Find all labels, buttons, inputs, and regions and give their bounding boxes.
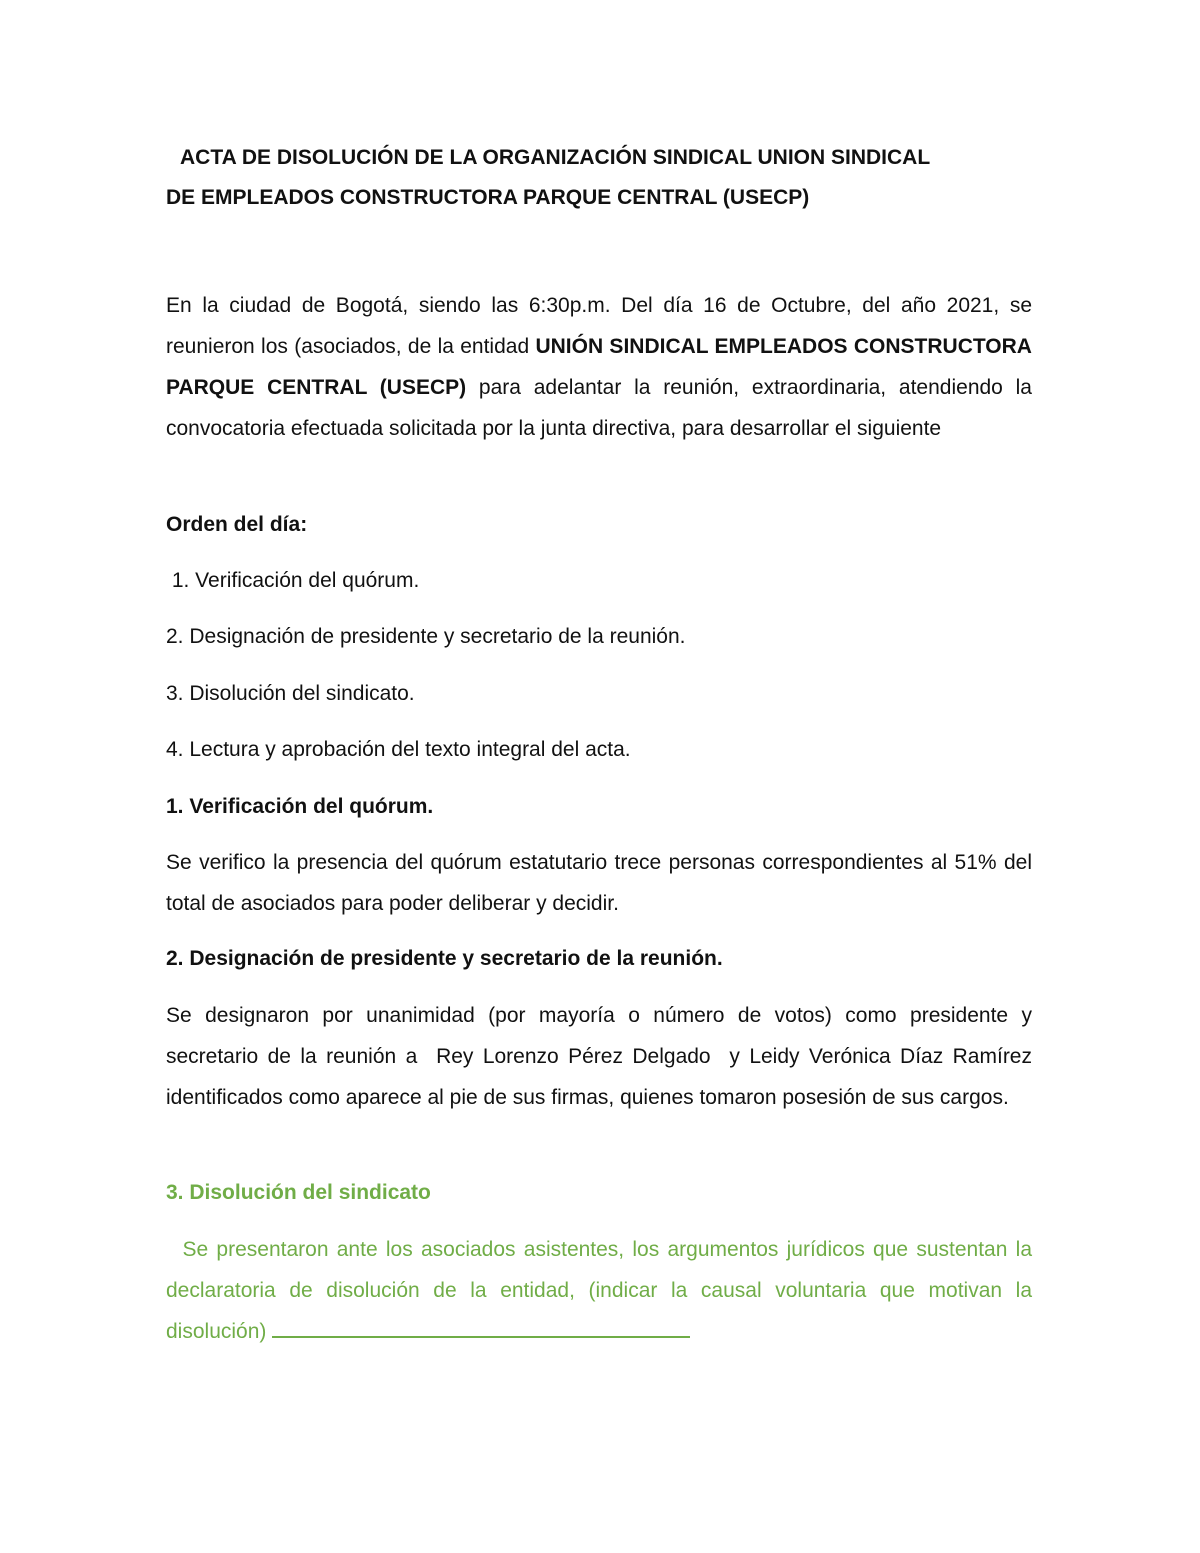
document-title <box>166 138 1032 218</box>
agenda-item-4: 4. Lectura y aprobación del texto integral del acta. <box>166 738 631 761</box>
section2-heading: 2. Designación de presidente y secretario de la reunión. <box>166 947 723 970</box>
title-line-2: DE EMPLEADOS CONSTRUCTORA PARQUE CENTRAL (USECP) <box>166 186 810 209</box>
intro-entity-name: UNIÓN SINDICAL EMPLEADOS CONSTRUCTORA PARQUE CENTRAL (USECP) <box>166 335 1032 399</box>
section3-body-text: Se presentaron ante los asociados asistentes, los argumentos jurídicos que sustentan la declaratoria de disolución de la entidad, (indicar la causal voluntaria que motivan la disolución) <box>166 1238 1038 1343</box>
title-line-1: ACTA DE DISOLUCIÓN DE LA ORGANIZACIÓN SINDICAL UNION SINDICAL <box>180 146 931 169</box>
agenda-item-2: 2. Designación de presidente y secretario de la reunión. <box>166 625 686 648</box>
agenda-item-1: 1. Verificación del quórum. <box>166 569 420 592</box>
section2-body: Se designaron por unanimidad (por mayoría o número de votos) como presidente y secretario de la reunión a Rey Lorenzo Pérez Delgado y Leidy Verónica Díaz Ramírez identificados como aparece al pie de sus firmas, quienes tomaron posesión de sus cargos. <box>166 1004 1044 1109</box>
section3-heading: 3. Disolución del sindicato <box>166 1181 431 1204</box>
intro-text-part1: En la ciudad de Bogotá, siendo las 6:30p.m. Del día 16 de Octubre, del año 2021, se reunieron los (asociados, de la entidad <box>166 294 1032 358</box>
agenda-heading: Orden del día: <box>166 513 308 536</box>
section1-body: Se verifico la presencia del quórum estatutario trece personas correspondientes al 51% del total de asociados para poder deliberar y decidir. <box>166 851 1032 915</box>
intro-text-part2: para adelantar la reunión, extraordinaria, atendiendo la convocatoria efectuada solicitada por la junta directiva, para desarrollar el siguiente <box>166 376 1032 440</box>
section1-heading: 1. Verificación del quórum. <box>166 795 434 818</box>
section3-body <box>166 1229 1038 1352</box>
intro-paragraph <box>166 285 1032 449</box>
fill-in-blank-line <box>272 1318 690 1338</box>
agenda-item-3: 3. Disolución del sindicato. <box>166 682 415 705</box>
